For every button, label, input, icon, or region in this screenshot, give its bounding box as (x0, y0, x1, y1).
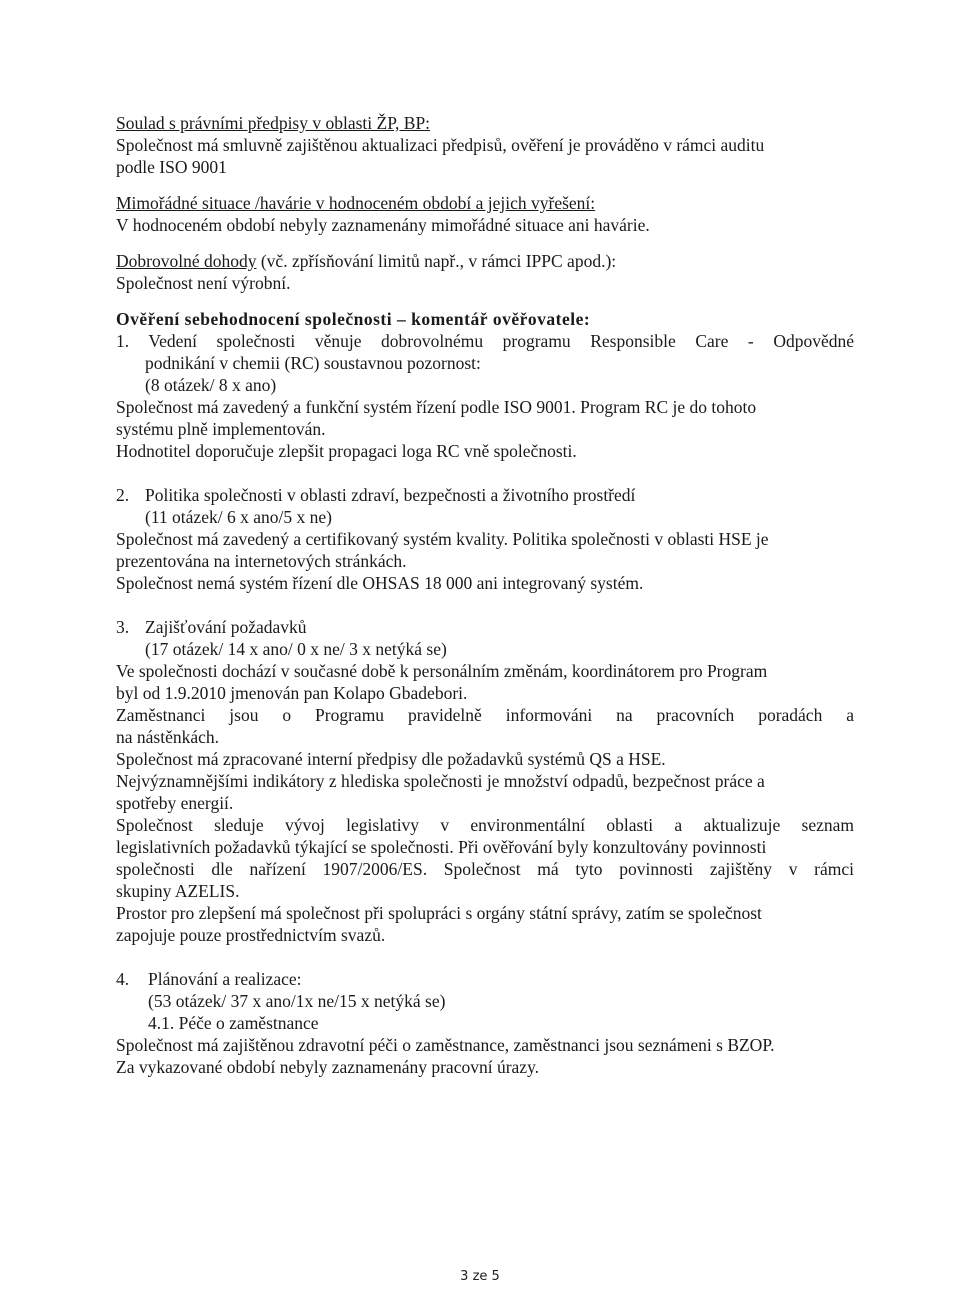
item3-text-line: zapojuje pouze prostřednictvím svazů. (116, 925, 386, 945)
item3-text-line: Společnost sleduje vývoj legislativy v environmentální oblasti a aktualizuje seznam (116, 815, 854, 835)
dobrovolne-heading-suffix: (vč. zpřísňování limitů např., v rámci IPPC apod.): (256, 251, 617, 271)
item4-text-line: Společnost má zajištěnou zdravotní péči o zaměstnance, zaměstnanci jsou seznámeni s BZOP. (116, 1035, 775, 1055)
verification-heading: Ověření sebehodnocení společnosti – komentář ověřovatele: (116, 309, 591, 329)
soulad-text-line: podle ISO 9001 (116, 157, 227, 177)
soulad-heading: Soulad s právními předpisy v oblasti ŽP, BP: (116, 113, 431, 133)
item3-number: 3. (116, 617, 130, 637)
item4-title: Plánování a realizace: (148, 969, 302, 989)
document-page (116, 112, 854, 1078)
item2-counts: (11 otázek/ 6 x ano/5 x ne) (145, 507, 332, 527)
item2-text-line: prezentována na internetových stránkách. (116, 551, 407, 571)
item3-text-line: Ve společnosti dochází v současné době k personálním změnám, koordinátorem pro Program (116, 661, 768, 681)
item2-text-line: Společnost má zavedený a certifikovaný systém kvality. Politika společnosti v oblasti HSE je (116, 529, 769, 549)
item1-title-line (116, 330, 854, 352)
item1-title-text: Vedení společnosti věnuje dobrovolnému programu Responsible Care - Odpovědné (148, 331, 854, 351)
item3-text-line: Společnost má zpracované interní předpisy dle požadavků systémů QS a HSE. (116, 749, 666, 769)
item3-title: Zajišťování požadavků (145, 617, 307, 637)
item3-text-line: byl od 1.9.2010 jmenován pan Kolapo Gbadebori. (116, 683, 468, 703)
item1-text-line: Hodnotitel doporučuje zlepšit propagaci loga RC vně společnosti. (116, 441, 577, 461)
item4-counts: (53 otázek/ 37 x ano/1x ne/15 x netýká se) (148, 991, 446, 1011)
soulad-text-line: Společnost má smluvně zajištěnou aktualizaci předpisů, ověření je prováděno v rámci auditu (116, 135, 765, 155)
item4-number: 4. (116, 969, 130, 989)
item3-text-line: spotřeby energií. (116, 793, 234, 813)
item1-text-line: systému plně implementován. (116, 419, 326, 439)
item4-subheading-row (116, 1012, 854, 1034)
item1-number: 1. (116, 331, 130, 351)
item2-number: 2. (116, 485, 130, 505)
item3-counts: (17 otázek/ 14 x ano/ 0 x ne/ 3 x netýká se) (145, 639, 447, 659)
item3-text-line: skupiny AZELIS. (116, 881, 240, 901)
item4-text-line: Za vykazované období nebyly zaznamenány pracovní úrazy. (116, 1057, 540, 1077)
mimoradne-heading: Mimořádné situace /havárie v hodnoceném období a jejich vyřešení: (116, 193, 596, 213)
item4-sub-number: 4.1. (148, 1013, 175, 1033)
item4-title-row (116, 968, 854, 990)
page-number: 3 ze 5 (460, 1269, 500, 1284)
item1-title-line: podnikání v chemii (RC) soustavnou pozornost: (145, 353, 481, 373)
item3-text-line: legislativních požadavků týkající se společnosti. Při ověřování byly konzultovány povinnosti (116, 837, 767, 857)
item4-sub-title: Péče o zaměstnance (178, 1013, 319, 1033)
dobrovolne-text-line: Společnost není výrobní. (116, 273, 291, 293)
item2-text-line: Společnost nemá systém řízení dle OHSAS 18 000 ani integrovaný systém. (116, 573, 644, 593)
item3-text-line: na nástěnkách. (116, 727, 220, 747)
item3-text-line: společnosti dle nařízení 1907/2006/ES. Společnost má tyto povinnosti zajištěny v rámci (116, 859, 854, 879)
item2-title: Politika společnosti v oblasti zdraví, bezpečnosti a životního prostředí (145, 485, 636, 505)
dobrovolne-heading-row (116, 250, 854, 272)
dobrovolne-heading: Dobrovolné dohody (116, 251, 257, 271)
item3-text-line: Prostor pro zlepšení má společnost při spolupráci s orgány státní správy, zatím se společnost (116, 903, 762, 923)
item3-text-line: Nejvýznamnějšími indikátory z hlediska společnosti je množství odpadů, bezpečnost práce a (116, 771, 765, 791)
item3-title-row (116, 616, 854, 638)
mimoradne-text-line: V hodnoceném období nebyly zaznamenány mimořádné situace ani havárie. (116, 215, 650, 235)
item1-text-line: Společnost má zavedený a funkční systém řízení podle ISO 9001. Program RC je do tohoto (116, 397, 757, 417)
item2-title-row (116, 484, 854, 506)
item1-counts: (8 otázek/ 8 x ano) (145, 375, 277, 395)
item3-text-line: Zaměstnanci jsou o Programu pravidelně informováni na pracovních poradách a (116, 705, 854, 725)
